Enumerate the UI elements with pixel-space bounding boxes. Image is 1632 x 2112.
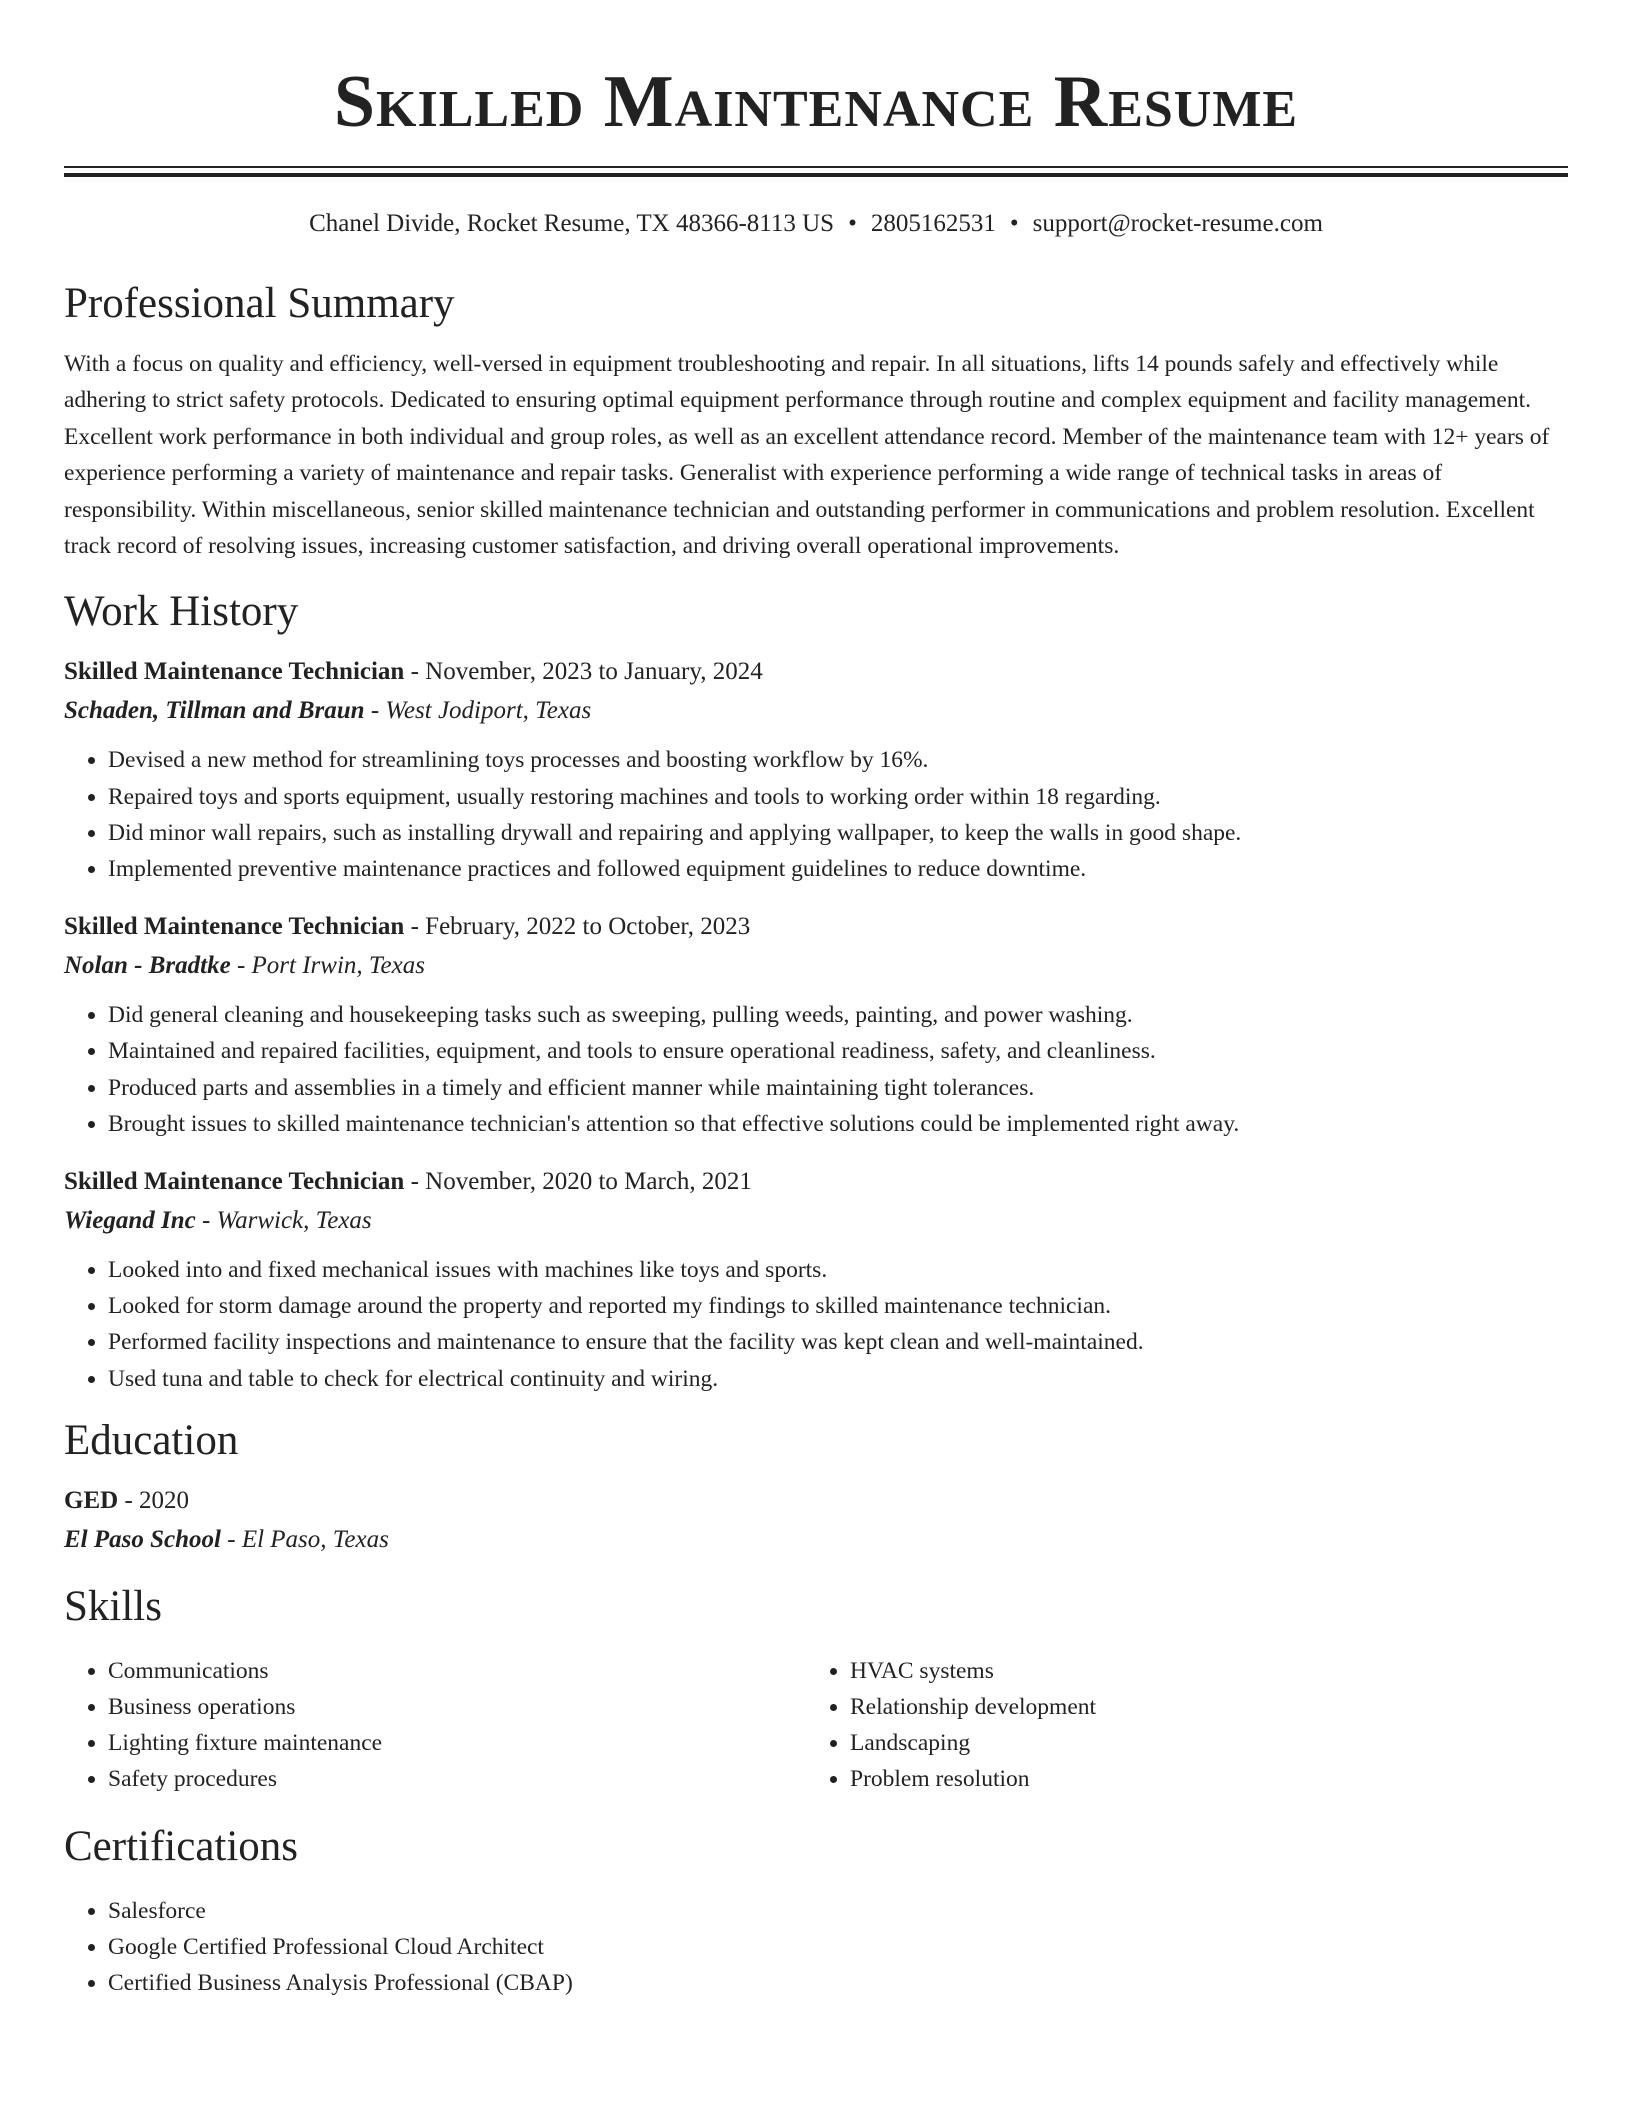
skill-item: • Problem resolution: [850, 1761, 1548, 1797]
skill-item: • HVAC systems: [850, 1653, 1548, 1689]
title-divider: [64, 166, 1568, 178]
skill-item: • Safety procedures: [108, 1761, 806, 1797]
job-title-line: Skilled Maintenance Technician - February, 2022 to October, 2023: [64, 913, 751, 941]
list-item: • Repaired toys and sports equipment, usually restoring machines and tools to working order within 18 regarding.: [108, 779, 1568, 815]
certification-item: • Google Certified Professional Cloud Architect: [108, 1929, 1568, 1965]
work-history-section: [64, 586, 1568, 1396]
section-heading: Skills: [64, 1582, 162, 1630]
degree-line: GED - 2020: [64, 1486, 190, 1514]
skills-list-left: [64, 1653, 806, 1797]
list-item: • Looked for storm damage around the property and reported my findings to skilled maintenance technician.: [108, 1288, 1568, 1324]
certifications-section: [64, 1821, 1568, 2002]
job-entry: [64, 907, 1568, 1142]
certification-item: • Salesforce: [108, 1893, 1568, 1929]
employer-name: Nolan - Bradtke: [64, 952, 231, 980]
job-title: Skilled Maintenance Technician: [64, 913, 405, 941]
certifications-list: [64, 1893, 1568, 2002]
list-item: • Performed facility inspections and maintenance to ensure that the facility was kept clean and well-maintained.: [108, 1324, 1568, 1360]
job-location: West Jodiport, Texas: [385, 697, 592, 725]
list-item: • Implemented preventive maintenance practices and followed equipment guidelines to reduce downtime.: [108, 851, 1568, 887]
school-line: El Paso School - El Paso, Texas: [64, 1525, 389, 1553]
skills-columns: [64, 1653, 1568, 1797]
job-duties-list: [64, 1252, 1568, 1397]
degree-name: GED: [64, 1486, 119, 1514]
education-section: [64, 1415, 1568, 1559]
job-dates: November, 2020 to March, 2021: [425, 1168, 752, 1196]
job-entry: [64, 1162, 1568, 1397]
skills-list-right: [806, 1653, 1548, 1797]
section-heading: Work History: [64, 588, 299, 636]
contact-email: support@rocket-resume.com: [1032, 210, 1323, 237]
professional-summary-section: [64, 278, 1568, 564]
job-dates: February, 2022 to October, 2023: [425, 913, 751, 941]
list-item: • Maintained and repaired facilities, equipment, and tools to ensure operational readiness, safety, and cleanliness.: [108, 1033, 1568, 1069]
skill-item: • Landscaping: [850, 1725, 1548, 1761]
section-heading: Certifications: [64, 1822, 299, 1870]
employer-line: Schaden, Tillman and Braun - West Jodiport, Texas: [64, 697, 592, 725]
certification-item: • Certified Business Analysis Professional (CBAP): [108, 1965, 1568, 2001]
section-heading: Professional Summary: [64, 280, 455, 327]
employer-name: Schaden, Tillman and Braun: [64, 697, 365, 725]
divider-thick-line: [64, 173, 1568, 177]
contact-line: [64, 208, 1568, 240]
job-entry: [64, 652, 1568, 887]
skill-item: • Relationship development: [850, 1689, 1548, 1725]
school-name: El Paso School: [64, 1525, 221, 1553]
employer-line: Nolan - Bradtke - Port Irwin, Texas: [64, 952, 425, 980]
list-item: • Produced parts and assemblies in a timely and efficient manner while maintaining tight tolerances.: [108, 1070, 1568, 1106]
skill-item: • Communications: [108, 1653, 806, 1689]
employer-line: Wiegand Inc - Warwick, Texas: [64, 1207, 372, 1235]
contact-separator: •: [848, 210, 857, 237]
job-title: Skilled Maintenance Technician: [64, 658, 405, 686]
job-dates: November, 2023 to January, 2024: [425, 658, 763, 686]
job-title: Skilled Maintenance Technician: [64, 1168, 405, 1196]
list-item: • Did general cleaning and housekeeping tasks such as sweeping, pulling weeds, painting, and power washing.: [108, 997, 1568, 1033]
employer-name: Wiegand Inc: [64, 1207, 196, 1235]
resume-page: [64, 0, 1568, 2001]
job-title-line: Skilled Maintenance Technician - November, 2023 to January, 2024: [64, 658, 763, 686]
skill-item: • Lighting fixture maintenance: [108, 1725, 806, 1761]
skill-item: • Business operations: [108, 1689, 806, 1725]
list-item: • Devised a new method for streamlining toys processes and boosting workflow by 16%.: [108, 742, 1568, 778]
divider-thin-line: [64, 166, 1568, 168]
resume-title: Skilled Maintenance Resume: [333, 61, 1299, 143]
section-heading: Education: [64, 1416, 239, 1464]
contact-separator: •: [1009, 210, 1019, 237]
job-duties-list: [64, 742, 1568, 887]
contact-address: Chanel Divide, Rocket Resume, TX 48366-8113 US: [309, 210, 835, 237]
list-item: • Brought issues to skilled maintenance technician's attention so that effective solutions could be implemented right away.: [108, 1106, 1568, 1142]
contact-phone: 2805162531: [870, 210, 996, 237]
job-title-line: Skilled Maintenance Technician - November, 2020 to March, 2021: [64, 1168, 752, 1196]
list-item: • Used tuna and table to check for electrical continuity and wiring.: [108, 1361, 1568, 1397]
skills-section: [64, 1581, 1568, 1797]
degree-year: 2020: [139, 1486, 190, 1514]
summary-text: With a focus on quality and efficiency, well-versed in equipment troubleshooting and repair. In all situations, lifts 14 pounds safely and effectively while adhering to strict safety protocols. Dedicated to ensuring optimal equipment performance through routine and complex equipment and facility management. Excellent work performance in both individual and group roles, as well as an excellent attendance record. Member of the maintenance team with 12+ years of experience performing a variety of maintenance and repair tasks. Generalist with experience performing a wide range of technical tasks in areas of responsibility. Within miscellaneous, senior skilled maintenance technician and outstanding performer in communications and problem resolution. Excellent track record of resolving issues, increasing customer satisfaction, and driving overall operational improvements.: [64, 351, 1550, 560]
job-location: Port Irwin, Texas: [251, 952, 425, 980]
job-duties-list: [64, 997, 1568, 1142]
job-location: Warwick, Texas: [216, 1207, 372, 1235]
list-item: • Did minor wall repairs, such as installing drywall and repairing and applying wallpaper, to keep the walls in good shape.: [108, 815, 1568, 851]
list-item: • Looked into and fixed mechanical issues with machines like toys and sports.: [108, 1252, 1568, 1288]
school-location: El Paso, Texas: [241, 1525, 389, 1553]
